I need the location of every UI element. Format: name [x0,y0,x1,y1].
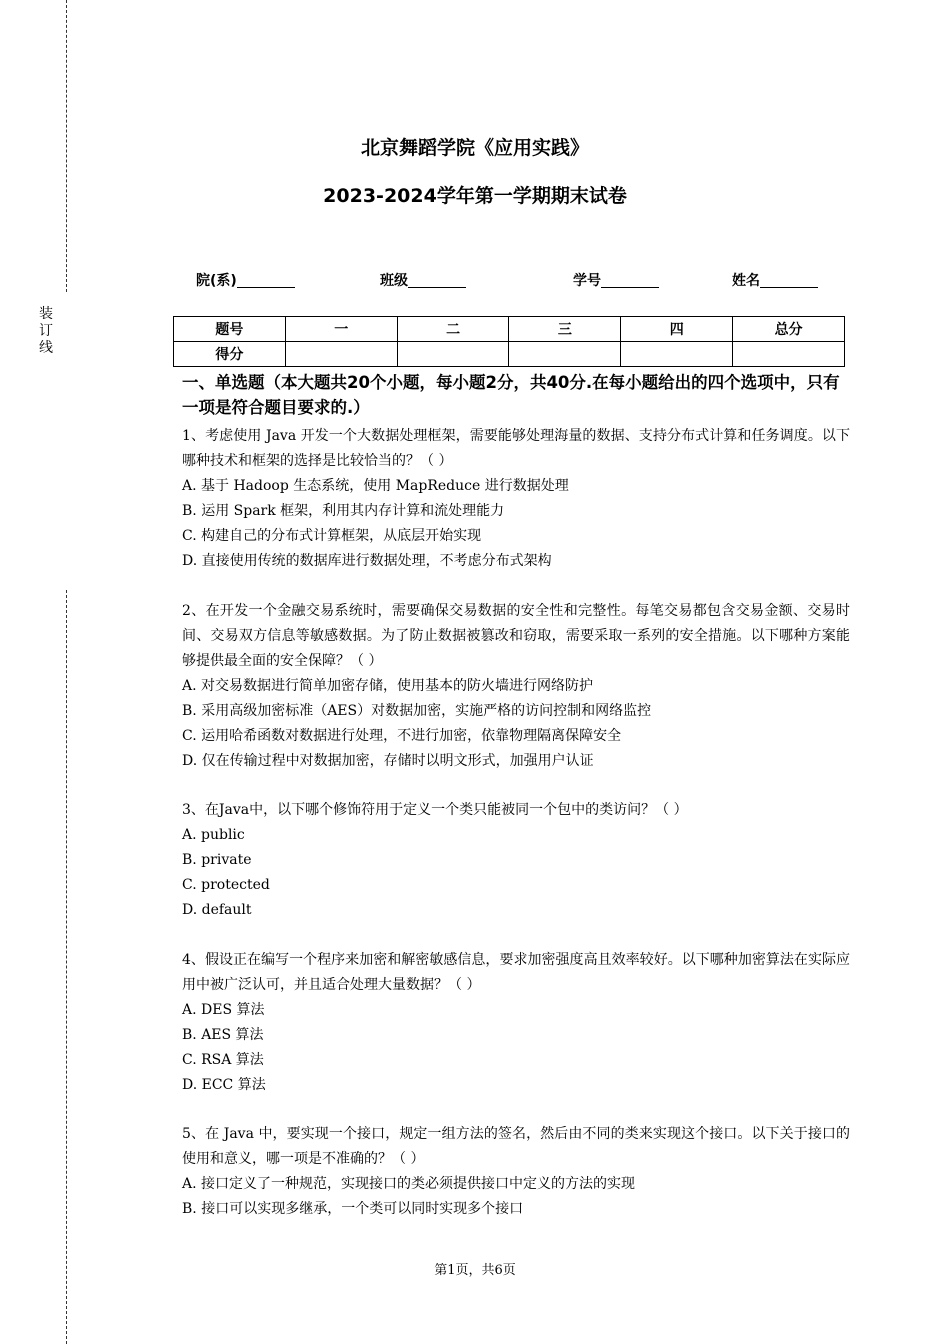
score-header-cell: 一 [285,317,397,342]
score-header-cell: 总分 [733,317,845,342]
option-c: C. 运用哈希函数对数据进行处理，不进行加密，依靠物理隔离保障安全 [182,727,622,744]
score-cell[interactable] [621,342,733,367]
score-cell[interactable] [285,342,397,367]
score-table [173,316,845,367]
question-stem: 3、在Java中，以下哪个修饰符用于定义一个类只能被同一个包中的类访问？（ ） [182,802,688,818]
binding-char: 线 [39,340,53,356]
student-id-label: 学号 [573,273,601,289]
question-stem: 2、在开发一个金融交易系统时，需要确保交易数据的安全性和完整性。每笔交易都包含交易金额、交易时间、交易双方信息等敏感数据。为了防止数据被篡改和窃取，需要采取一系列的安全措施。以下哪种方案能够提供最全面的安全保障？（ ） [182,602,850,669]
department-blank[interactable] [237,273,295,288]
option-a: A. 对交易数据进行简单加密存储，使用基本的防火墙进行网络防护 [182,677,594,694]
option-a: A. DES 算法 [182,1001,265,1018]
score-header-cell: 三 [509,317,621,342]
option-b: B. AES 算法 [182,1026,264,1043]
option-c: C. 构建自己的分布式计算框架，从底层开始实现 [182,528,482,544]
score-cell[interactable] [509,342,621,367]
exam-content [182,370,850,1222]
option-c: C. RSA 算法 [182,1051,264,1068]
exam-title-line2: 2023-2024学年第一学期期末试卷 [323,185,627,207]
option-b: B. 接口可以实现多继承，一个类可以同时实现多个接口 [182,1201,524,1217]
exam-title-line1: 北京舞蹈学院《应用实践》 [360,137,589,159]
option-a: A. 基于 Hadoop 生态系统，使用 MapReduce 进行数据处理 [182,478,569,494]
student-id-field[interactable] [573,270,659,290]
option-d: D. default [182,902,252,918]
name-blank[interactable] [760,273,818,288]
binding-line-bottom [66,590,67,1344]
department-field[interactable] [196,270,295,290]
score-header-cell: 四 [621,317,733,342]
score-table-row [174,342,845,367]
score-cell[interactable] [733,342,845,367]
binding-char: 装 [39,306,53,322]
option-b: B. 采用高级加密标准（AES）对数据加密，实施严格的访问控制和网络监控 [182,702,652,719]
option-d: D. ECC 算法 [182,1076,266,1093]
class-blank[interactable] [408,273,466,288]
name-field[interactable] [732,270,818,290]
option-a: A. public [182,827,245,843]
question-stem: 4、假设正在编写一个程序来加密和解密敏感信息，要求加密强度高且效率较好。以下哪种加密算法在实际应用中被广泛认可，并且适合处理大量数据？（ ） [182,951,850,993]
question-3 [182,798,850,923]
department-label: 院(系) [196,273,237,289]
student-id-blank[interactable] [601,273,659,288]
option-d: D. 直接使用传统的数据库进行数据处理，不考虑分布式架构 [182,553,552,569]
option-a: A. 接口定义了一种规范，实现接口的类必须提供接口中定义的方法的实现 [182,1176,636,1192]
question-4 [182,948,850,1098]
name-label: 姓名 [732,273,760,289]
class-field[interactable] [380,270,466,290]
question-5 [182,1122,850,1222]
question-2 [182,599,850,774]
question-stem: 5、在 Java 中，要实现一个接口，规定一组方法的签名，然后由不同的类来实现这个接口。以下关于接口的使用和意义，哪一项是不准确的？（ ） [182,1126,850,1167]
binding-char: 订 [39,323,53,339]
question-stem: 1、考虑使用 Java 开发一个大数据处理框架，需要能够处理海量的数据、支持分布式计算和任务调度。以下哪种技术和框架的选择是比较恰当的？（ ） [182,428,850,469]
score-table-header-row [174,317,845,342]
option-b: B. 运用 Spark 框架，利用其内存计算和流处理能力 [182,503,505,519]
question-1 [182,424,850,574]
score-header-cell: 二 [397,317,509,342]
option-d: D. 仅在传输过程中对数据加密，存储时以明文形式，加强用户认证 [182,752,594,769]
class-label: 班级 [380,273,408,289]
option-b: B. private [182,852,252,868]
option-c: C. protected [182,877,270,893]
page-number: 第1页，共6页 [434,1263,516,1278]
section-heading: 一、单选题（本大题共20个小题，每小题2分，共40分.在每小题给出的四个选项中，只有一项是符合题目要求的.） [182,373,840,417]
score-cell[interactable] [397,342,509,367]
score-header-cell: 题号 [174,317,286,342]
score-row-label: 得分 [174,342,286,367]
binding-label [36,306,56,357]
